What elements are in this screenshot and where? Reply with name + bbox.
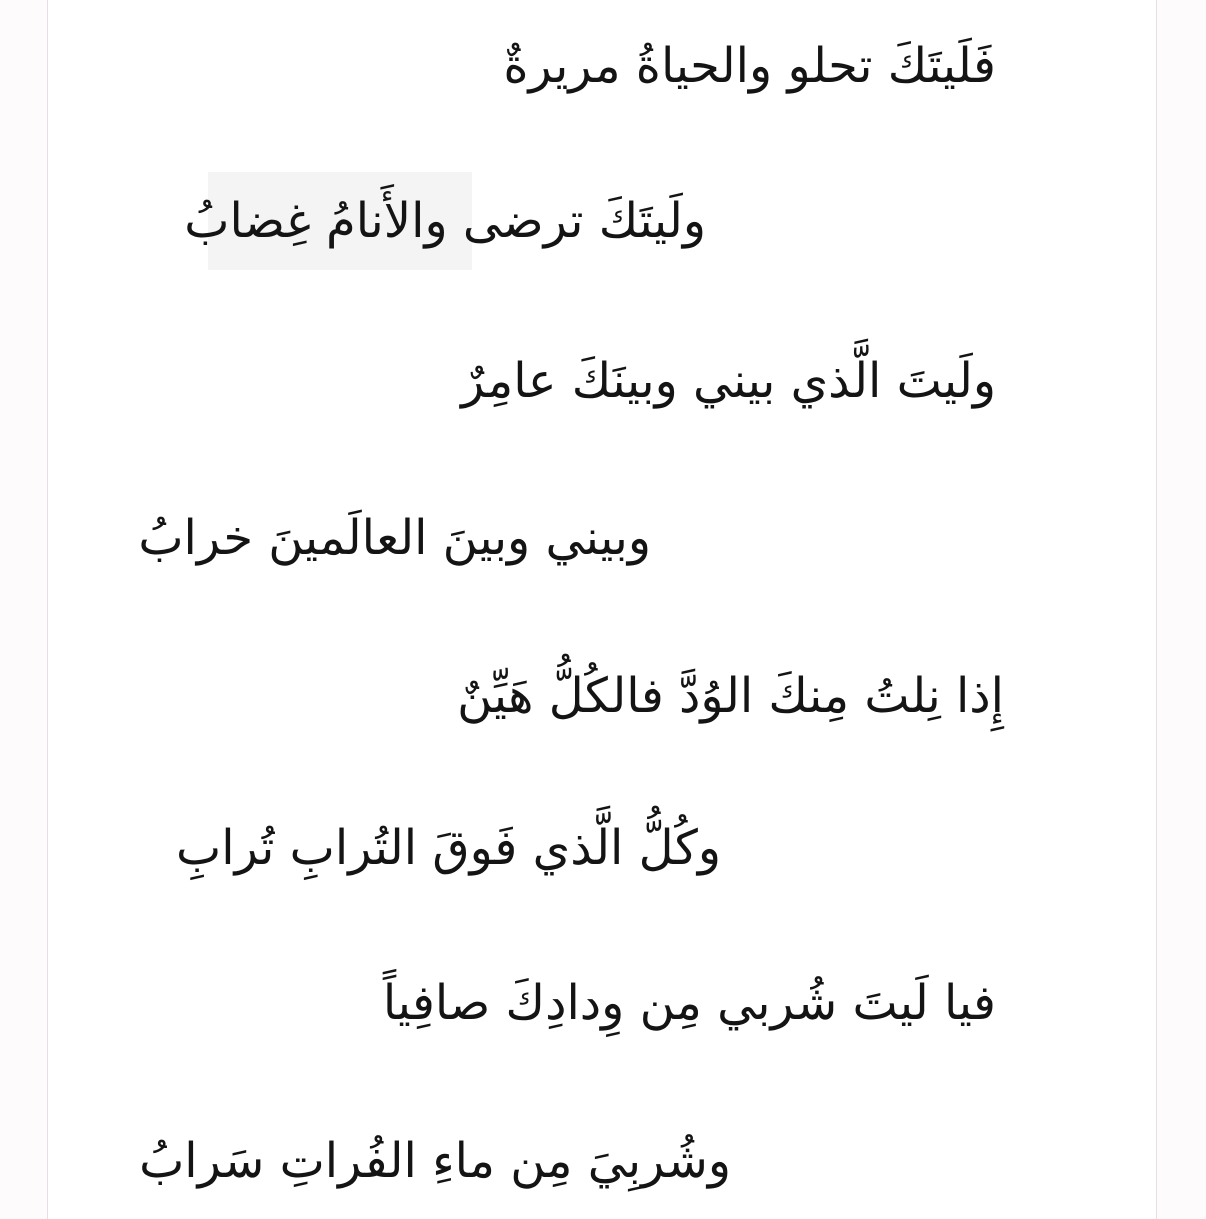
verse-7: فيا لَيتَ شُربي مِن وِدادِكَ صافِياً	[382, 975, 996, 1031]
verse-3: ولَيتَ الَّذي بيني وبينَكَ عامِرٌ	[461, 353, 996, 409]
verse-5: إِذا نِلتُ مِنكَ الوُدَّ فالكُلُّ هَيِّنٌ	[457, 668, 1004, 724]
poem-page	[47, 0, 1157, 1219]
verse-4: وبيني وبينَ العالَمينَ خرابُ	[138, 510, 651, 566]
verse-6: وكُلُّ الَّذي فَوقَ التُرابِ تُرابِ	[176, 820, 721, 876]
verse-1: فَلَيتَكَ تحلو والحياةُ مريرةٌ	[503, 38, 996, 94]
verse-8: وشُربِيَ مِن ماءِ الفُراتِ سَرابُ	[139, 1133, 731, 1189]
verse-2: ولَيتَكَ ترضى والأَنامُ غِضابُ	[184, 193, 706, 249]
